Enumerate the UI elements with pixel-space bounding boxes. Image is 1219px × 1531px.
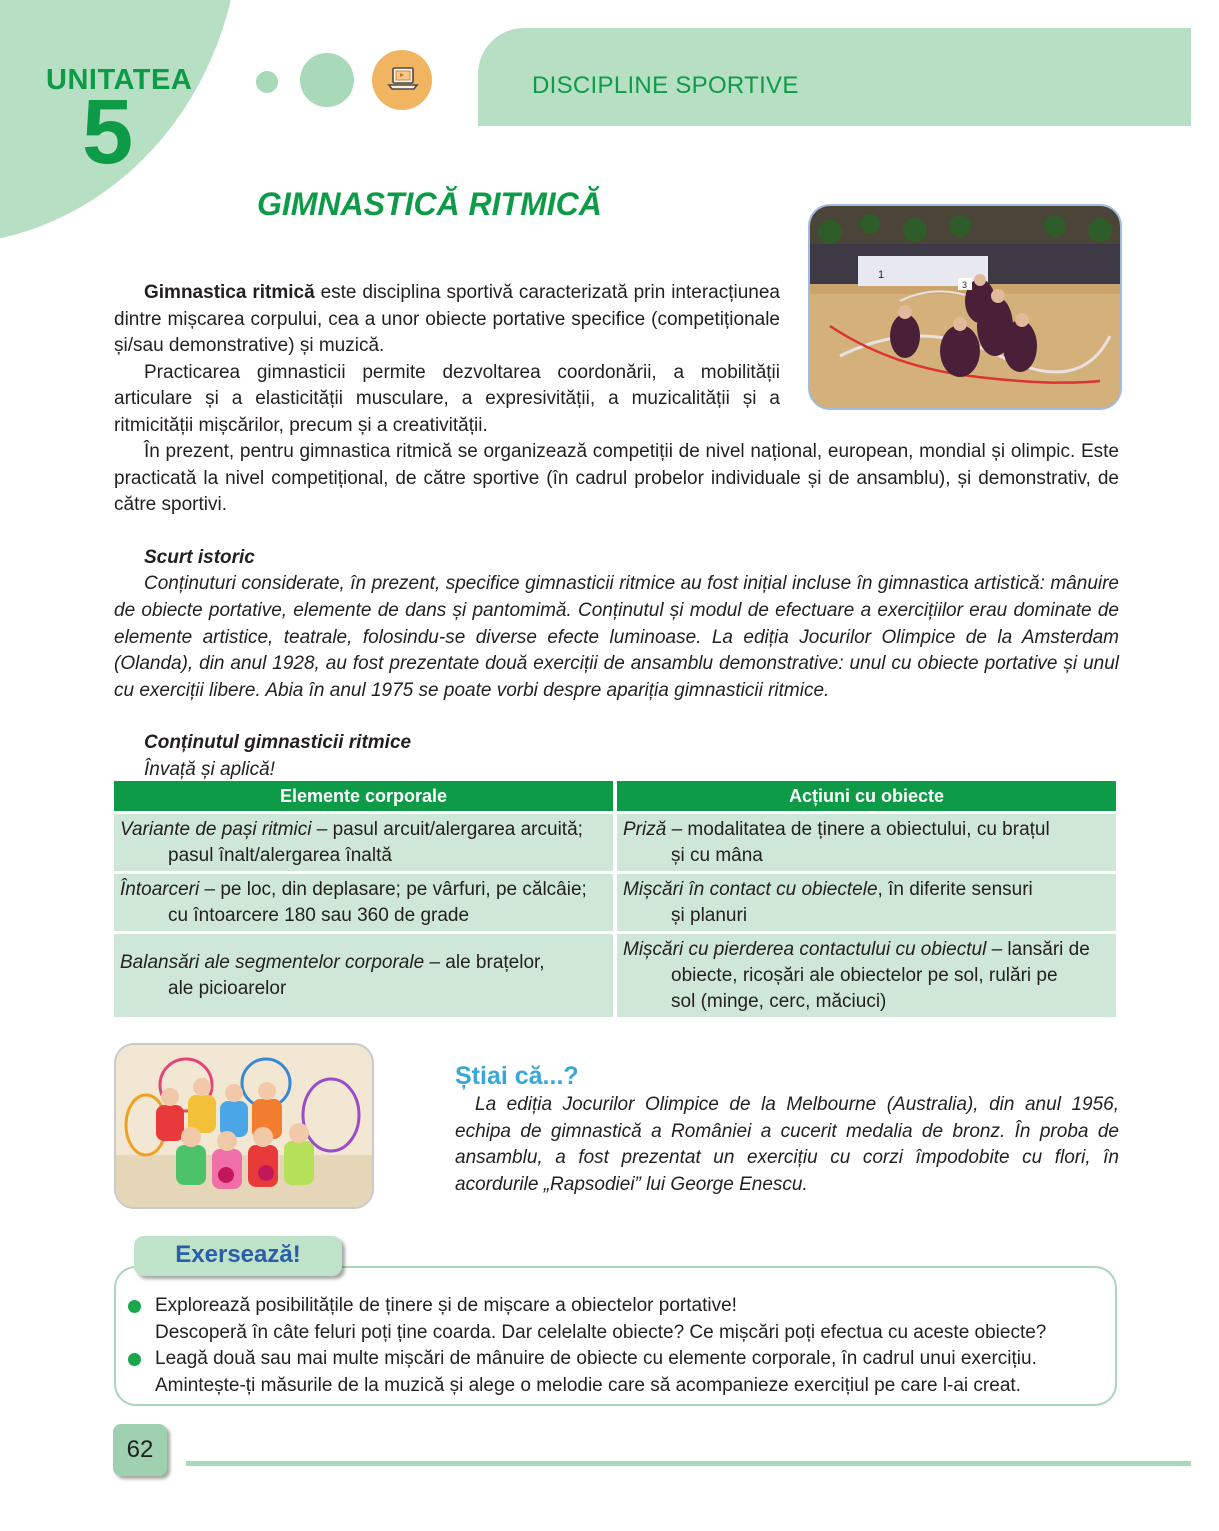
content-heading: Conținutul gimnasticii ritmice bbox=[144, 732, 412, 754]
laptop-icon bbox=[386, 62, 420, 96]
intro-text-2: Practicarea gimnasticii permite dezvoltarea coordonării, a mobilității articulare și a elasticității musculare, a expresivității, a muzicalității și a ritmicității mișcărilor, precum și a creativității. bbox=[114, 361, 780, 436]
page-title: GIMNASTICĂ RITMICĂ bbox=[257, 186, 602, 222]
table-cell: Balansări ale segmentelor corporale – ale brațelor, ale picioarelor bbox=[114, 934, 613, 1017]
bullet-icon bbox=[128, 1300, 141, 1313]
intro-paragraphs bbox=[114, 280, 780, 440]
intro-text-3: În prezent, pentru gimnastica ritmică se organizează competiții de nivel național, european, mondial și olimpic. Este practicată la nivel competițional, de către sportive (în cadrul probelor individuale și de ansamblu), și demonstrativ, de către sportivi. bbox=[114, 441, 1119, 516]
table-cell: Variante de pași ritmici – pasul arcuit/alergarea arcuită; pasul înalt/alergarea înaltă bbox=[114, 814, 613, 871]
exercise-label: Exersează! bbox=[175, 1241, 301, 1268]
history-text: Conținuturi considerate, în prezent, specifice gimnasticii ritmice au fost inițial incluse în gimnastica artistică: mânuire de obiecte portative, elemente de dans și pantomimă. Conținutul și modul de efectuare a exercițiilor erau dominate de elemente artistice, teatrale, folosindu-se diverse efecte luminoase. La ediția Jocurilor Olimpice de la Amsterdam (Olanda), din anul 1928, au fost prezentate două exerciții de ansamblu demonstrative: unul cu obiecte portative și unul cu exerciții libere. Abia în anul 1975 se poate vorbi despre apariția gimnasticii ritmice. bbox=[114, 573, 1119, 701]
table-cell: Priză – modalitatea de ținere a obiectului, cu brațul și cu mâna bbox=[617, 814, 1116, 871]
unit-label: UNITATEA bbox=[46, 64, 193, 96]
intro-text-1: este disciplina sportivă caracterizată prin interacțiunea dintre mișcarea corpului, cea a unor obiecte portative specifice (competiționale și/sau demonstrative) și muzică. bbox=[114, 282, 780, 357]
decor-dot-small bbox=[256, 71, 278, 93]
exercise-list bbox=[128, 1293, 1113, 1399]
term-bold: Gimnastica ritmică bbox=[144, 282, 315, 303]
table-header-body-elements: Elemente corporale bbox=[114, 781, 613, 811]
did-you-know-text: La ediția Jocurilor Olimpice de la Melbourne (Australia), din anul 1956, echipa de gimnastică a României a cucerit medalia de bronz. În proba de ansamblu, a fost prezentat un exercițiu cu corzi împodobite cu flori, în acordurile „Rapsodiei” lui George Enescu. bbox=[455, 1094, 1119, 1195]
table-header-object-actions: Acțiuni cu obiecte bbox=[617, 781, 1116, 811]
podium-number: 1 bbox=[878, 269, 885, 281]
page-number: 62 bbox=[126, 1436, 154, 1463]
section-title: DISCIPLINE SPORTIVE bbox=[532, 72, 799, 99]
bullet-icon bbox=[128, 1353, 141, 1366]
decor-dot-medium bbox=[300, 53, 354, 107]
unit-number: 5 bbox=[82, 81, 134, 183]
footer-divider bbox=[186, 1461, 1191, 1466]
table-cell: Mișcări în contact cu obiectele, în diferite sensuri și planuri bbox=[617, 874, 1116, 931]
bib-number: 3 bbox=[962, 280, 968, 290]
main-paragraphs bbox=[114, 439, 1119, 784]
list-item: Explorează posibilitățile de ținere și de mișcare a obiectelor portative! Descoperă în câte feluri poți ține coarda. Dar celelalte obiecte? Ce mișcări poți efectua cu aceste obiecte? bbox=[128, 1293, 1113, 1346]
content-subheading: Învață și aplică! bbox=[144, 758, 275, 780]
table-cell: Întoarceri – pe loc, din deplasare; pe vârfuri, pe călcâie; cu întoarcere 180 sau 360 de grade bbox=[114, 874, 613, 931]
table-cell: Mișcări cu pierderea contactului cu obiectul – lansări de obiecte, ricoșări ale obiectelor pe sol, rulări pe sol (minge, cerc, măciuci) bbox=[617, 934, 1116, 1017]
did-you-know-title: Știai că...? bbox=[455, 1062, 579, 1090]
children-gymnastics-photo bbox=[114, 1043, 374, 1209]
rhythmic-gymnastics-team-photo bbox=[808, 204, 1122, 410]
history-heading: Scurt istoric bbox=[144, 546, 255, 568]
list-item: Leagă două sau mai multe mișcări de mânuire de obiecte cu elemente corporale, în cadrul unui exercițiu. Amintește-ți măsurile de la muzică și alege o melodie care să acompanieze exercițiul pe care l-ai creat. bbox=[128, 1346, 1113, 1399]
